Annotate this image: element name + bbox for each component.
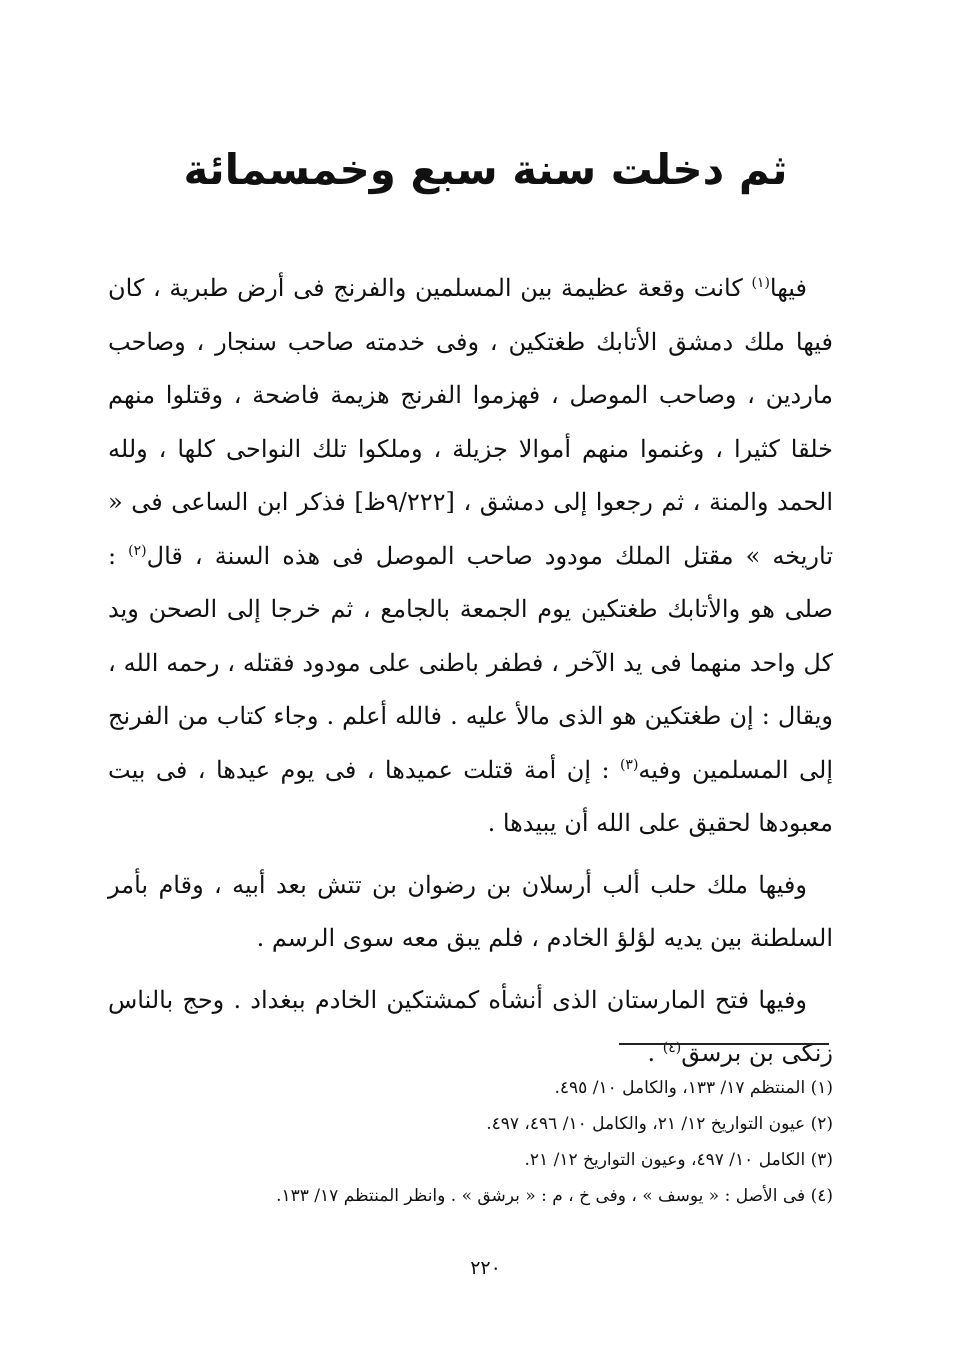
main-text — [108, 262, 833, 1081]
paragraph-3-text: وفيها فتح المارستان الذى أنشأه كمشتكين الخادم ببغداد . وحج بالناس زنكى بن برسق — [108, 985, 833, 1067]
page-number: ٢٢٠ — [470, 1257, 501, 1279]
footnotes — [120, 1070, 833, 1214]
paragraph-3-end: . — [647, 1039, 663, 1067]
footnote-ref-4[interactable]: (٤) — [662, 1040, 682, 1056]
footnote-4: (٤) فى الأصل : « يوسف » ، وفى خ ، م : « برشق » . وانظر المنتظم ١٧/ ١٣٣. — [276, 1186, 833, 1206]
paragraph-1-text-c: : إن أمة قتلت عميدها ، فى يوم عيدها ، فى بيت معبودها لحقيق على الله أن يبيدها . — [108, 755, 833, 837]
paragraph-1-text-a: كانت وقعة عظيمة بين المسلمين والفرنج فى أرض طبرية ، كان فيها ملك دمشق الأتابك طغتكين ، وفى خدمته صاحب سنجار ، وصاحب ماردين ، وصاحب الموصل ، فهزموا الفرنج هزيمة فاضحة ، وقتلوا منهم خلقا كثيرا ، وغنموا منهم أموالا جزيلة ، وملكوا تلك النواحى كلها ، ولله الحمد والمنة ، ثم رجعوا إلى دمشق ، [٩/٢٢٢ظ] فذكر ابن الساعى فى « تاريخه » مقتل الملك مودود صاحب الموصل فى هذه السنة ، قال — [108, 274, 833, 570]
paragraph-1 — [108, 262, 833, 851]
footnote-2: (٢) عيون التواريخ ١٢/ ٢١، والكامل ١٠/ ٤٩٦، ٤٩٧. — [486, 1114, 833, 1134]
paragraph-2: وفيها ملك حلب ألب أرسلان بن رضوان بن تتش بعد أبيه ، وقام بأمر السلطنة بين يديه لؤلؤ الخادم ، فلم يبق معه سوى الرسم . — [108, 870, 833, 952]
footnote-ref-3[interactable]: (٣) — [619, 756, 639, 773]
footnote-separator — [619, 1043, 829, 1045]
paragraph-1-text-b: : صلى هو والأتابك طغتكين يوم الجمعة بالجامع ، ثم خرجا إلى الصحن ويد كل واحد منهما فى يد الآخر ، فطفر باطنى على مودود فقتله ، رحمه الله ، ويقال : إن طغتكين هو الذى مالأ عليه . فالله أعلم . وجاء كتاب من الفرنج إلى المسلمين وفيه — [108, 541, 834, 784]
footnote-ref-2[interactable]: (٢) — [128, 542, 147, 559]
chapter-title: ثم دخلت سنة سبع وخمسمائة — [183, 145, 788, 194]
footnote-3: (٣) الكامل ١٠/ ٤٩٧، وعيون التواريخ ١٢/ ٢١. — [524, 1150, 833, 1170]
paragraph-3 — [108, 974, 833, 1081]
footnote-ref-1[interactable]: (١) — [751, 275, 770, 291]
paragraph-1-opening: فيها — [769, 274, 807, 302]
footnote-1: (١) المنتظم ١٧/ ١٣٣، والكامل ١٠/ ٤٩٥. — [554, 1078, 833, 1098]
